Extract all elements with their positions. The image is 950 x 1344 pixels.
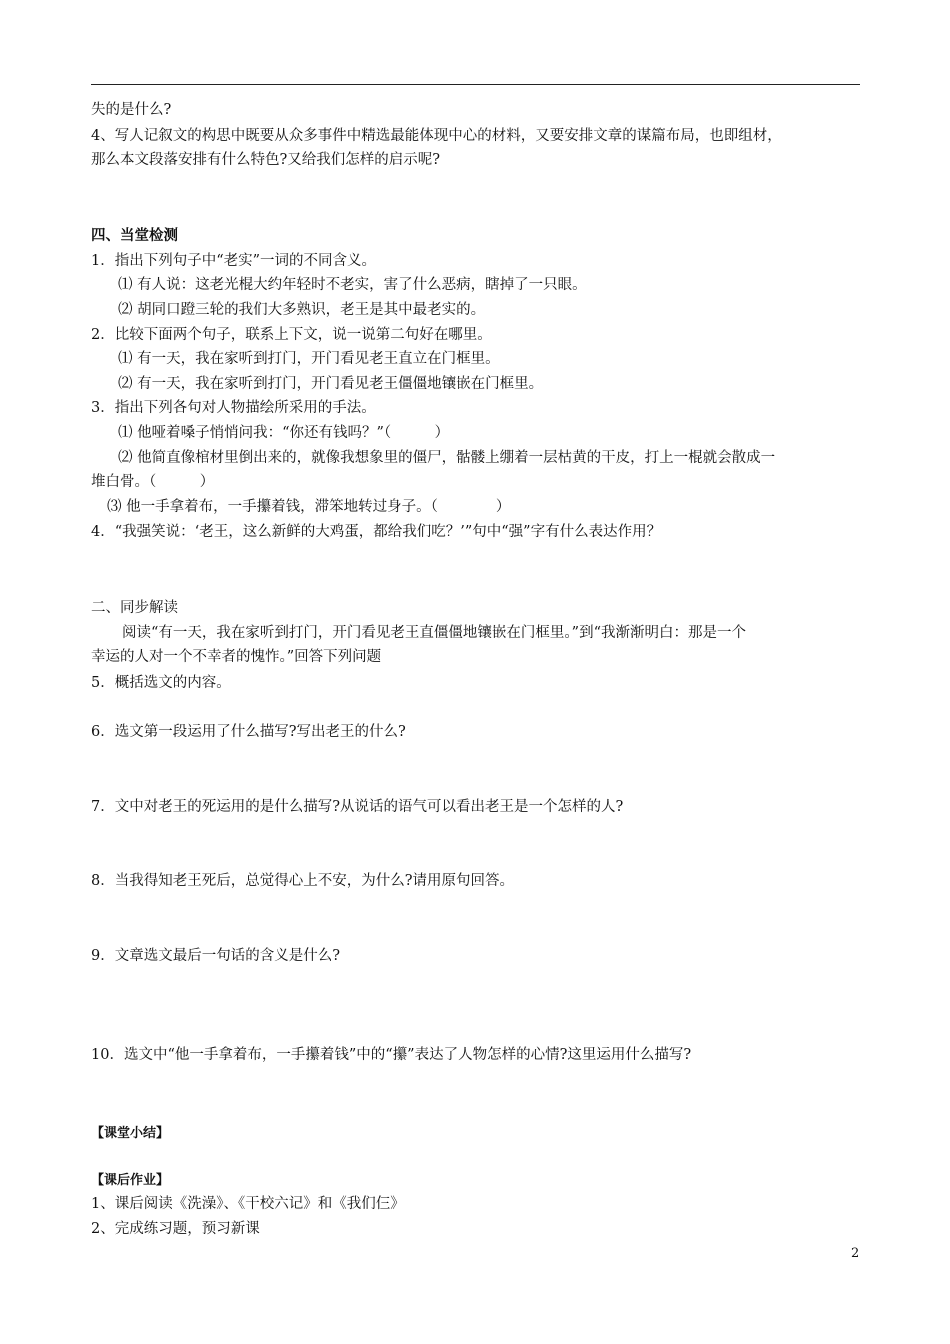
question-3-item-2-cont: 堆白骨。（ ） xyxy=(91,474,215,490)
question-7: 7．文中对老王的死运用的是什么描写?从说话的语气可以看出老王是一个怎样的人? xyxy=(91,799,624,815)
question-6: 6．选文第一段运用了什么描写?写出老王的什么? xyxy=(91,724,406,740)
question-9: 9．文章选文最后一句话的含义是什么? xyxy=(91,948,340,964)
homework-heading: 【课后作业】 xyxy=(91,1173,170,1188)
top-line-1: 失的是什么? xyxy=(91,102,172,118)
question-3-item-2: ⑵ 他简直像棺材里倒出来的，就像我想象里的僵尸，骷髅上绷着一层枯黄的干皮，打上一棍就会散成一 xyxy=(118,450,776,466)
class-summary-heading: 【课堂小结】 xyxy=(91,1126,170,1141)
homework-item-1: 1、课后阅读《洗澡》、《干校六记》和《我们仨》 xyxy=(91,1196,405,1212)
homework-item-2: 2、完成练习题，预习新课 xyxy=(91,1221,260,1237)
question-3: 3．指出下列各句对人物描绘所采用的手法。 xyxy=(91,400,376,416)
question-5: 5．概括选文的内容。 xyxy=(91,675,231,691)
question-2: 2．比较下面两个句子，联系上下文，说一说第二句好在哪里。 xyxy=(91,327,492,343)
question-2-item-1: ⑴ 有一天，我在家听到打门，开门看见老王直立在门框里。 xyxy=(118,351,500,367)
section-heading-test: 四、当堂检测 xyxy=(91,227,178,244)
question-10: 10．选文中“他一手拿着布，一手攥着钱”中的“攥”表达了人物怎样的心情?这里运用什么描写? xyxy=(91,1047,692,1063)
page-number: 2 xyxy=(851,1246,860,1261)
question-1-item-1: ⑴ 有人说：这老光棍大约年轻时不老实，害了什么恶病，瞎掉了一只眼。 xyxy=(118,277,587,293)
question-2-item-2: ⑵ 有一天，我在家听到打门，开门看见老王僵僵地镶嵌在门框里。 xyxy=(118,376,544,392)
question-8: 8．当我得知老王死后，总觉得心上不安，为什么?请用原句回答。 xyxy=(91,873,514,889)
top-line-3: 那么本文段落安排有什么特色?又给我们怎样的启示呢? xyxy=(91,152,441,168)
header-rule xyxy=(91,84,860,85)
question-1-item-2: ⑵ 胡同口蹬三轮的我们大多熟识，老王是其中最老实的。 xyxy=(118,302,486,318)
question-3-item-3: ⑶ 他一手拿着布，一手攥着钱，滞笨地转过身子。（ ） xyxy=(107,499,511,515)
question-1: 1．指出下列句子中“老实”一词的不同含义。 xyxy=(91,253,377,269)
reading-intro-1: 阅读“有一天，我在家听到打门，开门看见老王直僵僵地镶嵌在门框里。”到“我渐渐明白：那是一个 xyxy=(122,625,746,641)
question-3-item-1: ⑴ 他哑着嗓子悄悄问我：“你还有钱吗？”（ ） xyxy=(118,425,450,441)
section-heading-reading: 二、同步解读 xyxy=(91,600,178,616)
reading-intro-2: 幸运的人对一个不幸者的愧怍。”回答下列问题 xyxy=(91,649,382,665)
question-4: 4．“我强笑说：‘老王，这么新鲜的大鸡蛋，都给我们吃？’”句中“强”字有什么表达作用？ xyxy=(91,524,662,540)
top-line-2: 4、写人记叙文的构思中既要从众多事件中精选最能体现中心的材料，又要安排文章的谋篇布局，也即组材， xyxy=(91,128,782,144)
